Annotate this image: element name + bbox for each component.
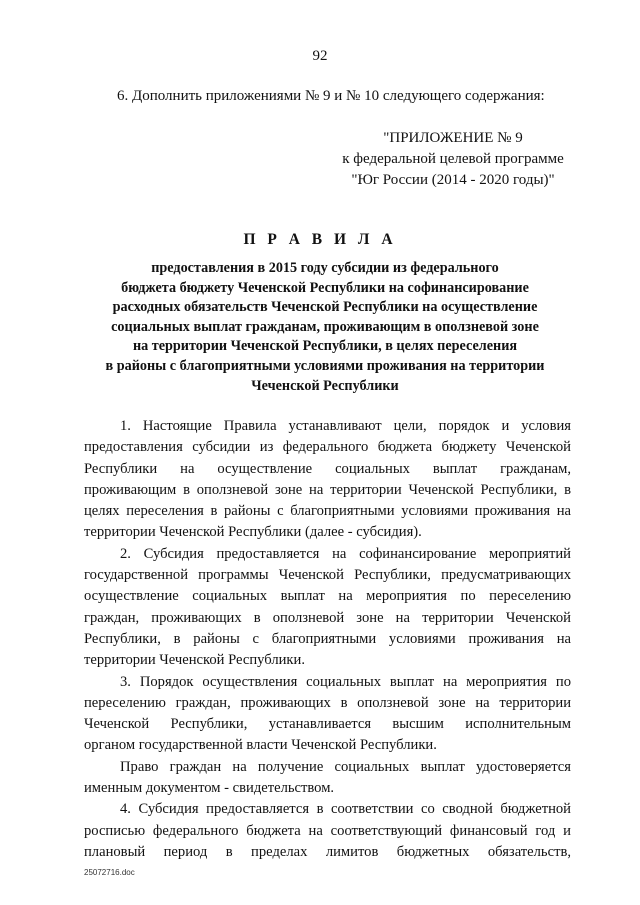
text-line: 3. Порядок осуществления социальных выплат на мероприятия по bbox=[120, 673, 571, 690]
appendix-heading bbox=[310, 128, 596, 191]
text-line: именным документом - свидетельством. bbox=[84, 780, 335, 797]
text-line: проживающим в оползневой зоне на территории Чеченской Республики, в bbox=[84, 481, 571, 498]
paragraph-3-continued bbox=[84, 757, 571, 800]
subtitle-line: предоставления в 2015 году субсидии из федерального bbox=[151, 260, 499, 276]
rules-title: П Р А В И Л А bbox=[243, 231, 397, 248]
text-line: территории Чеченской Республики. bbox=[84, 652, 305, 669]
text-line: 1. Настоящие Правила устанавливают цели, порядок и условия bbox=[120, 418, 571, 434]
text-line: плановый период в пределах лимитов бюджетных обязательств, bbox=[84, 843, 571, 860]
subtitle-line: Чеченской Республики bbox=[251, 377, 399, 394]
text-line: целях переселения в районы с благоприятными условиями проживания на bbox=[84, 503, 571, 520]
text-line: территории Чеченской Республики (далее - субсидия). bbox=[84, 524, 422, 541]
text-line: 2. Субсидия предоставляется на софинансирование мероприятий bbox=[120, 545, 571, 562]
document-body bbox=[84, 416, 571, 863]
text-line: предоставления субсидии из федерального бюджета бюджету Чеченской bbox=[84, 439, 571, 456]
paragraph-4 bbox=[84, 799, 571, 863]
subtitle-line: расходных обязательств Чеченской Республики на осуществление bbox=[112, 299, 538, 316]
text-line: Республики на осуществление социальных выплат гражданам, bbox=[84, 460, 571, 477]
text-line: Республики, в районы с благоприятными условиями проживания на bbox=[84, 630, 571, 647]
subtitle-line: социальных выплат гражданам, проживающим в оползневой зоне bbox=[111, 318, 539, 335]
paragraph-3 bbox=[84, 672, 571, 757]
appendix-title: "ПРИЛОЖЕНИЕ № 9 bbox=[383, 130, 523, 146]
text-line: Чеченской Республики, устанавливается высшим исполнительным bbox=[84, 716, 571, 733]
rules-subtitle bbox=[70, 259, 580, 396]
text-line: осуществление социальных выплат на мероприятия по переселению bbox=[84, 588, 571, 605]
paragraph-1 bbox=[84, 416, 571, 544]
paragraph-2 bbox=[84, 544, 571, 672]
text-line: переселению граждан, проживающих в оползневой зоне на территории bbox=[84, 694, 571, 711]
text-line: Право граждан на получение социальных выплат удостоверяется bbox=[120, 758, 571, 775]
text-line: органом государственной власти Чеченской Республики. bbox=[84, 737, 437, 754]
text-line: 4. Субсидия предоставляется в соответствии со сводной бюджетной bbox=[120, 801, 571, 818]
text-line: росписью федерального бюджета на соответствующий финансовый год и bbox=[84, 822, 571, 839]
subtitle-line: в районы с благоприятными условиями проживания на территории bbox=[105, 357, 545, 374]
subtitle-line: на территории Чеченской Республики, в целях переселения bbox=[132, 338, 518, 355]
document-filename: 25072716.doc bbox=[84, 868, 135, 877]
page-number: 92 bbox=[312, 48, 328, 64]
intro-line: 6. Дополнить приложениями № 9 и № 10 следующего содержания: bbox=[117, 88, 545, 104]
text-line: государственной программы Чеченской Республики, предусматривающих bbox=[84, 567, 571, 584]
subtitle-line: бюджета бюджету Чеченской Республики на софинансирование bbox=[121, 279, 529, 296]
appendix-program-name: "Юг России (2014 - 2020 годы)" bbox=[351, 172, 555, 188]
appendix-reference: к федеральной целевой программе bbox=[342, 151, 564, 167]
text-line: граждан, проживающих в оползневой зоне на территории Чеченской bbox=[84, 609, 571, 626]
